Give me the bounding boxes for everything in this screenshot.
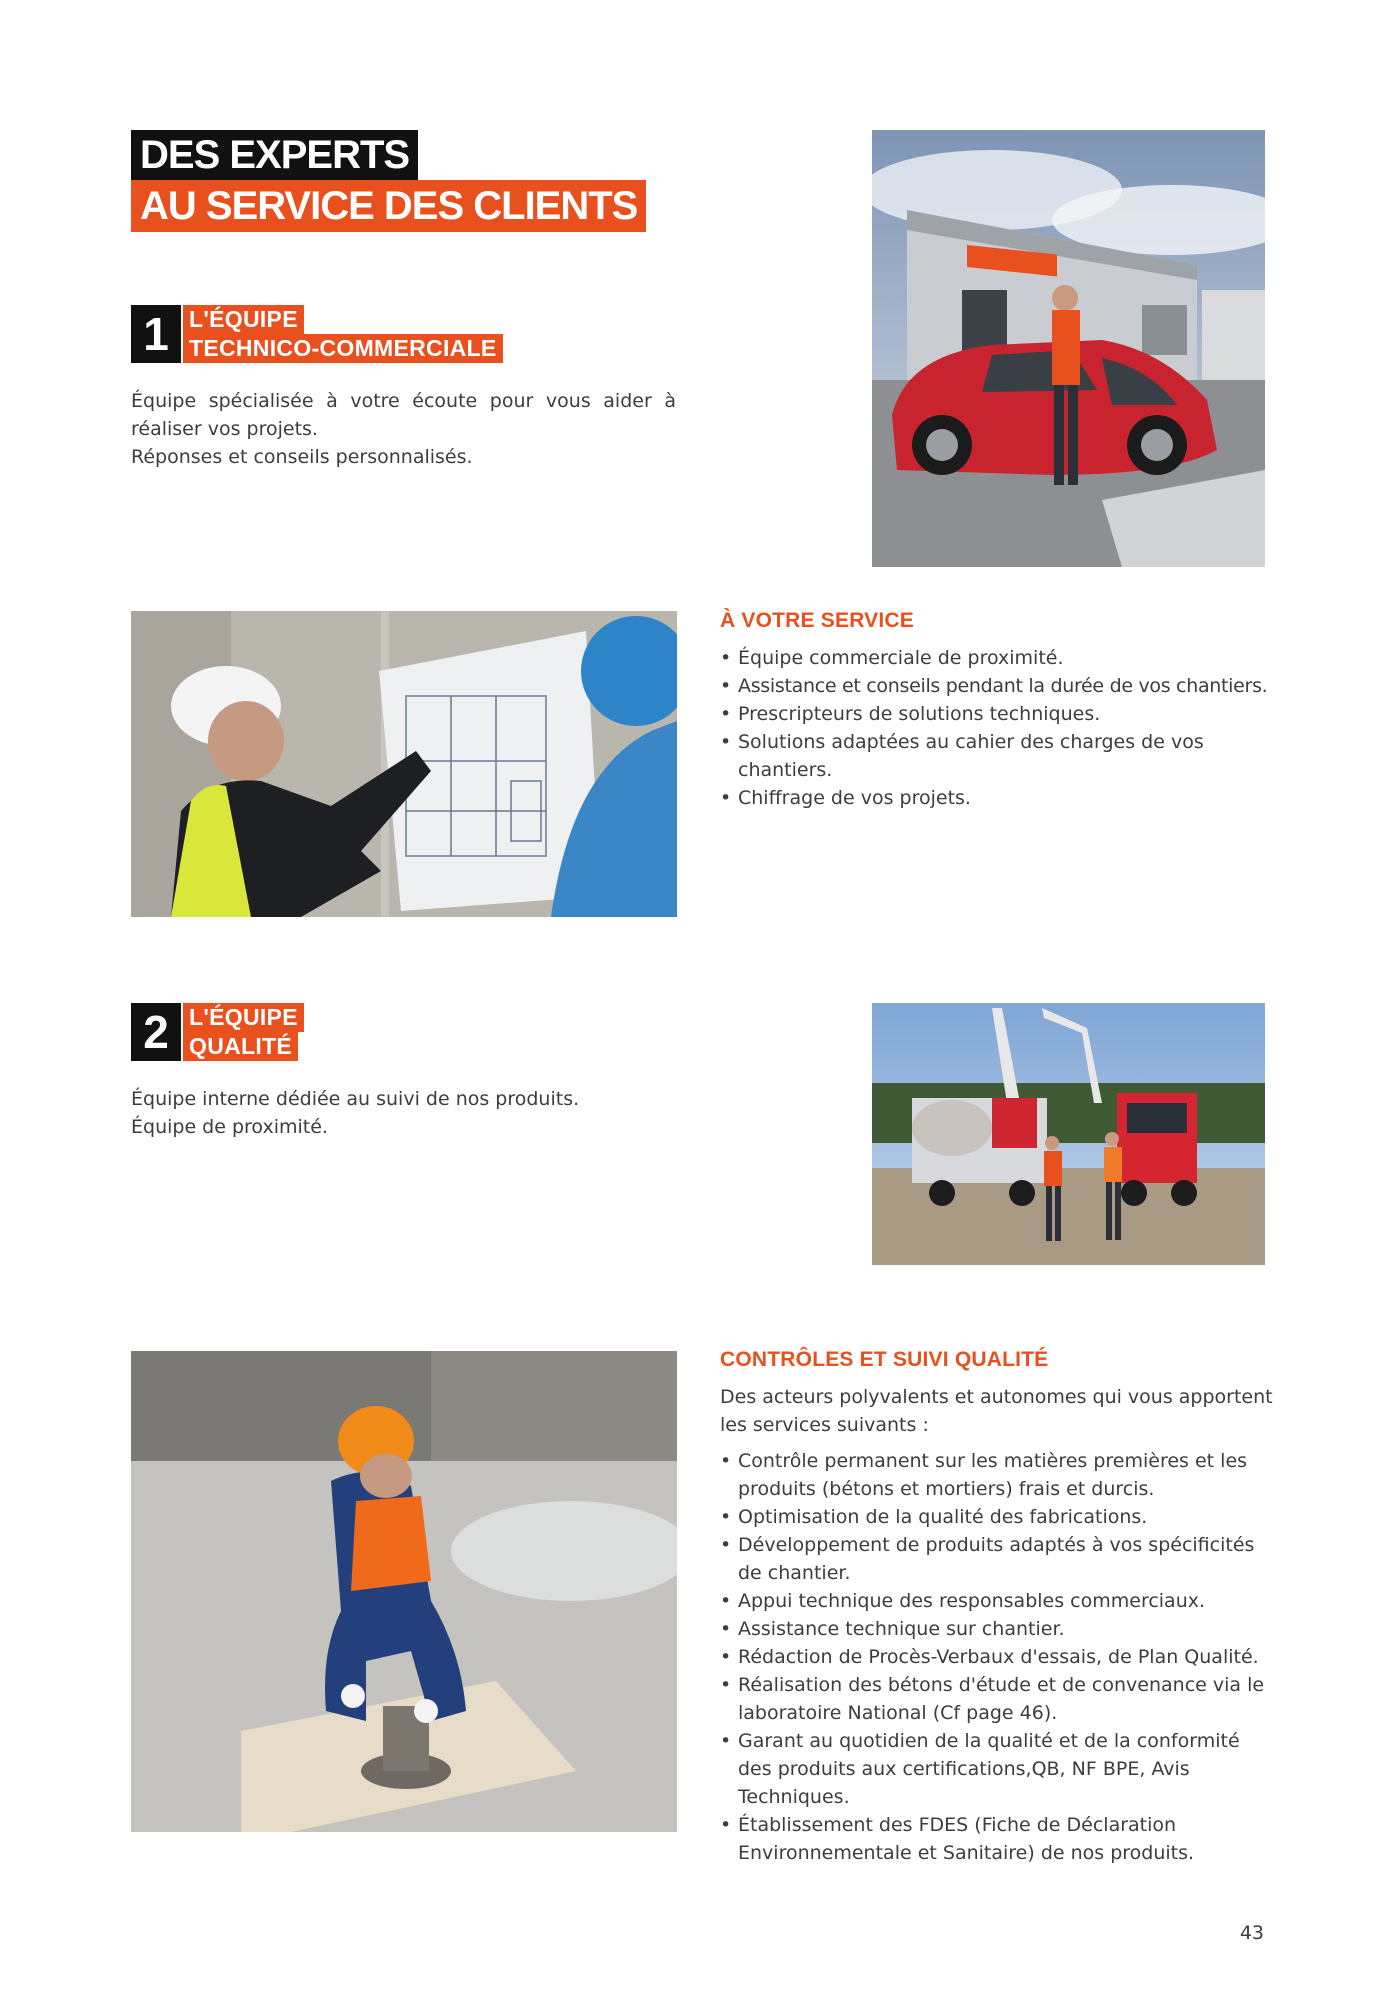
section-2-bullet: • Optimisation de la qualité des fabrications. [720, 1503, 1275, 1531]
section-1-bullet-list [720, 644, 1275, 812]
section-2-label-line-1: L'ÉQUIPE [183, 1003, 304, 1032]
section-2-bullet: • Appui technique des responsables commerciaux. [720, 1587, 1275, 1615]
section-1-bullet: • Équipe commerciale de proximité. [720, 644, 1275, 672]
section-1-intro [131, 387, 676, 471]
section-2-intro [131, 1085, 676, 1141]
section-1-intro-line-2: Réponses et conseils personnalisés. [131, 446, 473, 468]
photo-technician-slump-test [131, 1351, 677, 1832]
section-2-bullet: • Établissement des FDES (Fiche de Déclaration Environnementale et Sanitaire) de nos produits. [720, 1811, 1275, 1867]
heading-line-1: DES EXPERTS [131, 130, 418, 180]
photo-pump-trucks [872, 1003, 1265, 1265]
heading-line-2: AU SERVICE DES CLIENTS [131, 180, 646, 232]
section-2-intro-line-1: Équipe interne dédiée au suivi de nos produits. [131, 1088, 580, 1110]
section-2-bullet-list [720, 1447, 1275, 1867]
section-2-subtitle: CONTRÔLES ET SUIVI QUALITÉ [720, 1348, 1049, 1371]
section-1-bullet: • Solutions adaptées au cahier des charges de vos chantiers. [720, 728, 1275, 784]
section-2-intro-line-2: Équipe de proximité. [131, 1116, 328, 1138]
page-number: 43 [1239, 1922, 1264, 1944]
section-1-bullet: • Chiffrage de vos projets. [720, 784, 1275, 812]
section-1-number: 1 [131, 305, 181, 363]
section-1-bullet: • Assistance et conseils pendant la durée de vos chantiers. [720, 672, 1275, 700]
section-2-number: 2 [131, 1003, 181, 1061]
photo-engineer-plans [131, 611, 677, 917]
section-2-lead: Des acteurs polyvalents et autonomes qui vous apportent les services suivants : [720, 1386, 1273, 1436]
section-2-bullet: • Contrôle permanent sur les matières premières et les produits (bétons et mortiers) frais et durcis. [720, 1447, 1275, 1503]
section-2-bullet: • Développement de produits adaptés à vos spécificités de chantier. [720, 1531, 1275, 1587]
section-1-bullet: • Prescripteurs de solutions techniques. [720, 700, 1275, 728]
section-1-label-line-2: TECHNICO-COMMERCIALE [183, 334, 503, 363]
section-2-bullet: • Garant au quotidien de la qualité et de la conformité des produits aux certifications,QB, NF BPE, Avis Techniques. [720, 1727, 1275, 1811]
section-1-intro-line-1: Équipe spécialisée à votre écoute pour vous aider à réaliser vos projets. [131, 390, 676, 440]
section-1-subtitle: À VOTRE SERVICE [720, 609, 914, 632]
section-2-bullet: • Assistance technique sur chantier. [720, 1615, 1275, 1643]
section-1-label-line-1: L'ÉQUIPE [183, 305, 304, 334]
photo-sales-rep-car [872, 130, 1265, 567]
section-2-bullet: • Rédaction de Procès-Verbaux d'essais, de Plan Qualité. [720, 1643, 1275, 1671]
section-2-label-line-2: QUALITÉ [183, 1032, 298, 1061]
section-2-bullet: • Réalisation des bétons d'étude et de convenance via le laboratoire National (Cf page 46). [720, 1671, 1275, 1727]
